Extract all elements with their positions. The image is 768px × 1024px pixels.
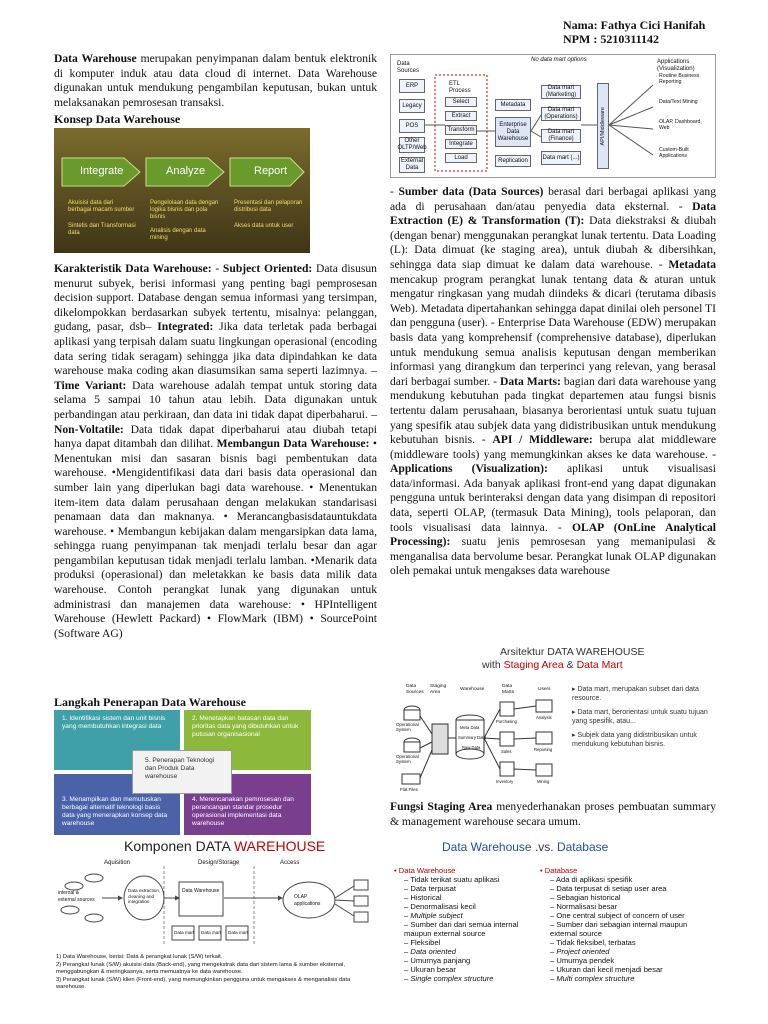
integrated-term: Integrated: <box>157 320 214 334</box>
vs-dw-item: – Ukuran besar <box>394 965 534 974</box>
right-text-4: bagian dari data warehouse yang mendukung kebutuhan pada tingkat departemen atau fungsi bisnis tertentu dalam perusahaan, biasanya berorientasi untuk suatu tujuan yang spesifik atau subjek data yang didistribusikan untuk mendukung kebutuhan bisnis. - <box>390 374 716 447</box>
arsitektur-label-flat: Flat Files <box>400 787 418 792</box>
arch-middleware-label: API/Middleware <box>599 106 606 146</box>
konsep-integrate-item-1: Akuisisi data dari berbagai macam sumber <box>68 200 135 213</box>
komponen-mart-2: Data mart <box>201 930 222 935</box>
right-text-2: Data diekstraksi & diubah (dengan benar) menggunakan perangkat lunak tertentu. Data Loading (L): Data dimuat (ke staging area), untuk diubah & dibersihkan, sehingga data siap dimuat ke dalam data warehouse. - <box>390 214 716 271</box>
vs-title <box>442 840 608 854</box>
arsitektur-label-opsys-2: Operational System <box>396 754 419 764</box>
arch-app-3: OLAP, Dashboard, Web <box>659 119 702 131</box>
vs-db-item: – Project oriented <box>540 947 716 956</box>
vs-dw-item: – Multiple subject <box>394 911 534 920</box>
arch-mart-other: Data mart (...) <box>541 151 581 165</box>
arsitektur-label-sales: Sales <box>501 749 512 754</box>
komponen-etl-label: Data extraction, cleaning and integration <box>128 888 161 904</box>
komponen-col-aquisition: Aquisition <box>104 860 131 866</box>
architecture-figure <box>390 54 716 178</box>
vs-db-item: – Sumber dari sebagian internal maupun external source <box>540 920 716 938</box>
subject-oriented-term: Subject Oriented: <box>222 262 313 275</box>
karakteristik-text-3: Jika data terletak pada berbagai aplikasi yang terpisah dalam suatu lingkungan operasional (encoding data sering tidak seragam) sehingga jika data dipindahkan ke data warehouse maka coding akan diasumsikan sama seperti lazimnya. – <box>54 320 377 378</box>
right-paragraph: - Sumber data (Data Sources) berasal dari berbagai aplikasi yang ada di perusahaan dan/atau penyedia data eksternal. - Data Extraction (E) & Transformation (T): Data diekstraksi & diubah (dengan benar) menggunakan perangkat lunak tertentu. Data Loading (L): Data dimuat (ke staging area), untuk diubah & dibersihkan, sehingga data siap dimuat ke dalam data warehouse. - Metadata mencakup program perangkat lunak tentang data & aturan untuk mengatur ringkasan yang mudah diindeks & dicari (terutama dibasis Web). Metadata dipertahankan sehingga dapat dinilai oleh personel TI dan pengguna (user). - Enterprise Data Warehouse (EDW) merupakan basis data yang komprehensif (comprehensive database), diperlukan untuk mendukung semua analisis keputusan dengan memberikan informasi yang dirangkum dan terperinci yang relevan, yang berasal dari berbagai sumber. - Data Marts: bagian dari data warehouse yang mendukung kebutuhan pada tingkat departemen atau fungsi bisnis tertentu dalam perusahaan, biasanya berorientasi untuk suatu tujuan yang spesifik atau subjek data yang didistribusikan untuk mendukung kebutuhan bisnis. - API / Middleware: berupa alat middleware (middleware tools) yang memungkinkan akses ke data warehouse. - Applications (Visualization): aplikasi untuk visualisasi data/informasi. Ada banyak aplikasi front-end yang dapat digunakan pengguna untuk berinteraksi dengan data yang disimpan di repositori data, seperti OLAP, (termasuk Data Mining), tools pelaporan, dan tools visualisasi data lainnya. - OLAP (OnLine Analytical Processing): suatu jenis pemrosesan yang memanipulasi & menganalisa data bervolume besar. Perangkat lunak OLAP digunakan oleh pemakai untuk mengakses data warehouse <box>390 185 716 578</box>
arsitektur-label-reporting: Reporting <box>534 747 553 752</box>
arsitektur-bullets <box>572 686 712 749</box>
vs-db-item: – Ada di aplikasi spesifik <box>540 875 716 884</box>
vs-dw-item: – Historical <box>394 893 534 902</box>
intro-text: merupakan penyimpanan dalam bentuk elektronik di komputer induk atau data cloud di internet. Data Warehouse digunakan untuk mendukung pengambilan keputusan, bukan untuk melaksanakan pemrosesan transaksi. <box>54 52 378 109</box>
arch-mart-marketing: Data mart (Marketing) <box>541 85 581 99</box>
vs-db-item: – Normalisasi besar <box>540 902 716 911</box>
arch-source-external: External Data <box>400 158 423 171</box>
vs-dw-item: – Umurnya panjang <box>394 956 534 965</box>
karakteristik-text-4: Data warehouse adalah tempat untuk storing data selama 5 sampai 10 tahun atau lebih. Data digunakan untuk perbandingan atau perkiraan, dan data ini tidak dapat diperbaharui. – <box>54 378 377 421</box>
arch-etl-load: Load <box>445 153 477 163</box>
konsep-title: Konsep Data Warehouse <box>54 112 181 126</box>
komponen-title-a: Komponen DATA <box>124 838 234 854</box>
vs-db-list <box>540 866 716 983</box>
komponen-note-2: 2) Perangkat lunak (S/W) akuisisi data (Back-end), yang mengekstrak data dari sistem lama & sumber eksternal, menggabungkan & meringkasnya, serta memuatnya ke data warehouse. <box>56 962 346 975</box>
arch-etl-select: Select <box>445 97 477 107</box>
arch-etl-integrate: Integrate <box>445 139 477 149</box>
arsitektur-col-sources: Data Sources <box>406 684 424 695</box>
vs-figure <box>390 836 716 986</box>
metadata-term: Metadata <box>668 257 716 271</box>
langkah-figure <box>54 710 311 835</box>
komponen-dw-label: Data Warehouse <box>182 888 220 894</box>
time-variant-term: Time Variant: <box>54 378 127 392</box>
extraction-term: Data Extraction (E) & Transformation (T): <box>390 199 716 228</box>
vs-db-item: – One central subject of concern of user <box>540 911 716 920</box>
arsitektur-label-inventory: Inventory <box>496 779 514 784</box>
arsitektur-title-2 <box>482 659 623 671</box>
vs-db-head: • Database <box>540 866 578 875</box>
vs-db-item: – Umurnya pendek <box>540 956 716 965</box>
author-name: Nama: Fathya Cici Hanifah <box>563 18 706 32</box>
arch-replication: Replication <box>495 155 531 167</box>
arch-app-4: Custom-Built Applications <box>659 147 689 159</box>
konsep-report-item-1: Presentasi dan pelaporan distribusi data <box>234 200 303 213</box>
vs-dw-list <box>394 866 534 983</box>
vs-db-item: – Ukuran dari kecil menjadi besar <box>540 965 716 974</box>
konsep-step-report: Report <box>254 165 288 177</box>
right-text-5: berupa alat middleware (middleware tools) yang memungkinkan akses ke data warehouse. - <box>390 433 716 461</box>
arsitektur-label-raw: Raw Data <box>462 745 481 750</box>
vs-db-item: – Sebagian historical <box>540 893 716 902</box>
arch-etl-extract: Extract <box>445 111 477 121</box>
arch-edw: Enterprise Data Warehouse <box>495 117 531 147</box>
vs-db-item: – Tidak fleksibel, terbatas <box>540 938 716 947</box>
arsitektur-col-warehouse: Warehouse <box>460 687 485 692</box>
arsitektur-label-mining: Mining <box>537 779 550 784</box>
arch-sources-title: Data Sources <box>397 61 420 74</box>
konsep-step-analyze: Analyze <box>166 165 206 177</box>
arch-source-legacy: Legacy <box>399 99 425 113</box>
langkah-title: Langkah Penerapan Data Warehouse <box>54 695 246 709</box>
arsitektur-label-meta: Meta Data <box>460 725 480 730</box>
arsitektur-bullet-2: ▸ Data mart, berorientasi untuk suatu tujuan yang spesifik, atau... <box>572 709 708 725</box>
arsitektur-label-analysis: Analysis <box>536 715 552 720</box>
arch-source-pos: POS <box>399 119 425 133</box>
staging-text: menyederhanakan proses pembuatan summary & management warehouse secara umum. <box>390 800 716 828</box>
staging-term: Fungsi Staging Area <box>390 800 493 813</box>
konsep-report-item-2: Akses data untuk user <box>234 223 294 229</box>
staging-paragraph <box>390 800 716 829</box>
komponen-olap-label: OLAP applications <box>294 894 321 907</box>
komponen-col-design: Design/Storage <box>198 860 240 866</box>
olap-term: OLAP (OnLine Analytical Processing): <box>390 520 716 549</box>
vs-dw-item: – Fleksibel <box>394 938 534 947</box>
right-text-3: mencakup program perangkat lunak tentang data & aturan untuk mengatur ringkasan yang mudah diindeks & dicari (terutama dibasis Web). Metadata dipertahankan sehingga dapat dinilai oleh personel TI dan pengguna (user). - Enterprise Data Warehouse (EDW) merupakan basis data yang komprehensif (comprehensive database), diperlukan untuk mendukung semua analisis keputusan dengan memberikan informasi yang dirangkum dan terperinci yang relevan, yang berasal dari berbagai sumber. - <box>390 272 716 388</box>
vs-dw-item: – Data oriented <box>394 947 534 956</box>
arch-source-erp: ERP <box>399 79 425 93</box>
arsitektur-title-staging: Staging Area <box>503 659 564 671</box>
arch-source-oltp: Other OLTP/Web <box>397 138 427 151</box>
arch-connectors <box>391 55 716 178</box>
vs-db-item: – Multi complex structure <box>540 974 716 983</box>
non-volatile-term: Non-Voltatile: <box>54 422 124 436</box>
konsep-step-integrate: Integrate <box>80 165 124 177</box>
konsep-figure <box>54 128 310 253</box>
arch-mart-operations: Data mart (Operations) <box>541 107 581 121</box>
langkah-step-3: 3. Menampilkan dan memutuskan berbagai alternatif teknologi basis data yang menerapkan konsep data warehouse <box>54 774 180 835</box>
konsep-integrate-item-2: Sintetis dan Transformasi data <box>68 223 136 236</box>
arsitektur-bullet-1: ▸ Data mart, merupakan subset dari data resource. <box>572 686 699 702</box>
karakteristik-term: Karakteristik Data Warehouse: <box>54 262 212 275</box>
applications-term: Applications (Visualization): <box>390 462 548 476</box>
vs-dw-item: – Tidak terikat suatu aplikasi <box>394 875 534 884</box>
vs-title-dw: Data Warehouse <box>442 840 532 854</box>
data-marts-term: Data Marts: <box>499 374 561 388</box>
arsitektur-title-amp: & <box>563 659 577 671</box>
arsitektur-label-summary: Summary Data <box>458 735 486 740</box>
arch-app-1: Routine Business Reporting <box>659 73 700 85</box>
arch-metadata: Metadata <box>495 99 531 111</box>
karakteristik-text-6: • Menentukan misi dan sasaran bisnis bagi pembentukan data warehouse. •Mengidentifikasi data dari basis data operasional dan sumber lain yang diperlukan bagi data warehouse. • Menentukan item-item data dalam perusahaan dengan melakukan standarisasi penamaan data dan maknanya. • Merancangbasisdatauntukdata warehouse. • Membangun kebijakan dalam mengarsipkan data lama, sehingga ruang penyimpanan tak menjadi terlalu besar dan agar pengambilan keputusan tidak menjadi terlalu lamban. •Menarik data produksi (operasional) dan meletakkan ke basis data milik data warehouse. Contoh perangkat lunak yang digunakan untuk administrasi dan manajemen data warehouse: • HPIntelligent Warehouse (Hewlett Packard) • FlowMark (IBM) • SourcePoint (Software AG) <box>54 437 377 640</box>
komponen-mart-1: Data mart <box>174 930 195 935</box>
right-text-6: aplikasi untuk visualisasi data/informasi. Ada banyak aplikasi front-end yang dapat digunakan pengguna untuk berinteraksi dengan data yang disimpan di repositori data, seperti OLAP, (termasuk Data Mining), tools pelaporan, dan tools visualisasi data lainnya. - <box>390 462 716 534</box>
arch-mart-finance: Data mart (Finance) <box>541 129 581 143</box>
arch-apps-title: Applications (Visualization) <box>657 59 695 72</box>
karakteristik-paragraph <box>54 262 377 641</box>
komponen-note-1: 1) Data Warehouse, berisi: Data & perangkat lunak (S/W) terkait. <box>56 954 223 960</box>
karakteristik-text-2: Data disusun menurut subyek, berisi informasi yang penting bagi pemprosesan decision support. Database dengan semua informasi yang tersimpan, dikelompokkan berdasarkan subyek tertentu, misalnya: pelanggan, gudang, pasar, dsb– <box>54 262 377 334</box>
arsitektur-title-mart: Data Mart <box>576 659 623 671</box>
komponen-title-b: WAREHOUSE <box>233 838 326 854</box>
membangun-term: Membangun Data Warehouse: <box>216 437 370 451</box>
api-term: API / Middleware: <box>492 433 593 447</box>
arsitektur-title-1: Arsitektur DATA WAREHOUSE <box>500 646 645 658</box>
arch-top-title: No data mart options <box>531 57 587 63</box>
vs-dw-item: – Sumber dari dari semua internal maupun external source <box>394 920 534 938</box>
arsitektur-bullet-1-text: Data mart, merupakan subset dari data resource. <box>572 686 699 702</box>
arch-app-2: Data/Text Mining <box>659 99 698 105</box>
arch-etl-transform: Transform <box>445 125 477 135</box>
komponen-mart-3: Data mart <box>228 930 249 935</box>
author-npm: NPM : 5210311142 <box>563 32 659 46</box>
arsitektur-figure <box>390 646 716 794</box>
komponen-diagram <box>54 866 378 956</box>
karakteristik-text-1: - <box>211 262 223 275</box>
langkah-step-2: 2. Menetapkan batasan data dan prioritas data yang dibutuhkan untuk putusan organisasional <box>184 710 311 770</box>
data-sources-term: Sumber data (Data Sources) <box>398 185 544 198</box>
arsitektur-col-marts: Data Marts <box>502 684 514 695</box>
langkah-step-5: 5. Penerapan Teknologi dan Produk Data warehouse <box>132 750 232 794</box>
right-text-1: berasal dari berbagai aplikasi yang ada di perusahaan dan/atau penyedia data eksternal. - <box>390 185 716 213</box>
komponen-sources-label: internal & external sources <box>58 890 95 903</box>
komponen-title <box>124 838 325 854</box>
komponen-figure <box>54 836 378 1014</box>
arsitektur-bullet-2-text: Data mart, berorientasi untuk suatu tujuan yang spesifik, atau... <box>572 709 708 725</box>
right-text-7: suatu jenis pemrosesan yang memanipulasi & menganalisa data bervolume besar. Perangkat lunak OLAP digunakan oleh pemakai untuk mengakses data warehouse <box>390 535 716 578</box>
karakteristik-text-5: Data tidak dapat diperbaharui atau diubah tetapi hanya dapat ditambah dan dilihat. <box>54 422 377 451</box>
arch-etl-title: ETL Process <box>449 81 471 94</box>
langkah-step-1: 1. Identifikasi sistem dan unit bisnis yang membutuhkan integrasi data <box>54 710 180 770</box>
vs-dw-head: • Data Warehouse <box>394 866 456 875</box>
arsitektur-col-staging: Staging Area <box>430 684 447 695</box>
vs-dw-item: – Denormalisasi kecil <box>394 902 534 911</box>
komponen-note-3: 3) Perangkat lunak (S/W) klien (Front-end), yang memungkinkan pengguna untuk mengakses & menganalisis data warehouse. <box>56 977 351 990</box>
arsitektur-bullet-3: ▸ Subjek data yang didistribusikan untuk mendukung kebutuhan bisnis. <box>572 732 697 748</box>
vs-db-item: – Data terpusat di setiap user area <box>540 884 716 893</box>
vs-dw-head-text: Data Warehouse <box>398 866 456 875</box>
vs-title-db: Database <box>556 840 609 854</box>
intro-paragraph <box>54 52 377 110</box>
konsep-analyze-item-2: Analisis dengan data mining <box>150 228 206 241</box>
konsep-analyze-item-1: Pengelolaan data dengan logika bisnis dan pola bisnis <box>150 200 219 220</box>
vs-title-vs: .vs. <box>531 840 557 854</box>
langkah-step-4: 4. Merencanakan pemrosesan dan perancangan standar prosedur operasional implementasi data warehouse <box>184 774 311 835</box>
vs-dw-item: – Single complex structure <box>394 974 534 983</box>
arsitektur-bullet-3-text: Subjek data yang didistribusikan untuk mendukung kebutuhan bisnis. <box>572 732 697 748</box>
intro-term: Data Warehouse <box>54 52 137 65</box>
arsitektur-col-users: Users <box>538 687 551 692</box>
arsitektur-label-opsys-1: Operational System <box>396 722 419 732</box>
komponen-col-access: Access <box>280 860 300 866</box>
vs-dw-item: – Data terpusat <box>394 884 534 893</box>
vs-db-head-text: Database <box>544 866 578 875</box>
arsitektur-title-with: with <box>482 659 504 671</box>
arsitektur-label-purchasing: Purchasing <box>496 719 517 724</box>
